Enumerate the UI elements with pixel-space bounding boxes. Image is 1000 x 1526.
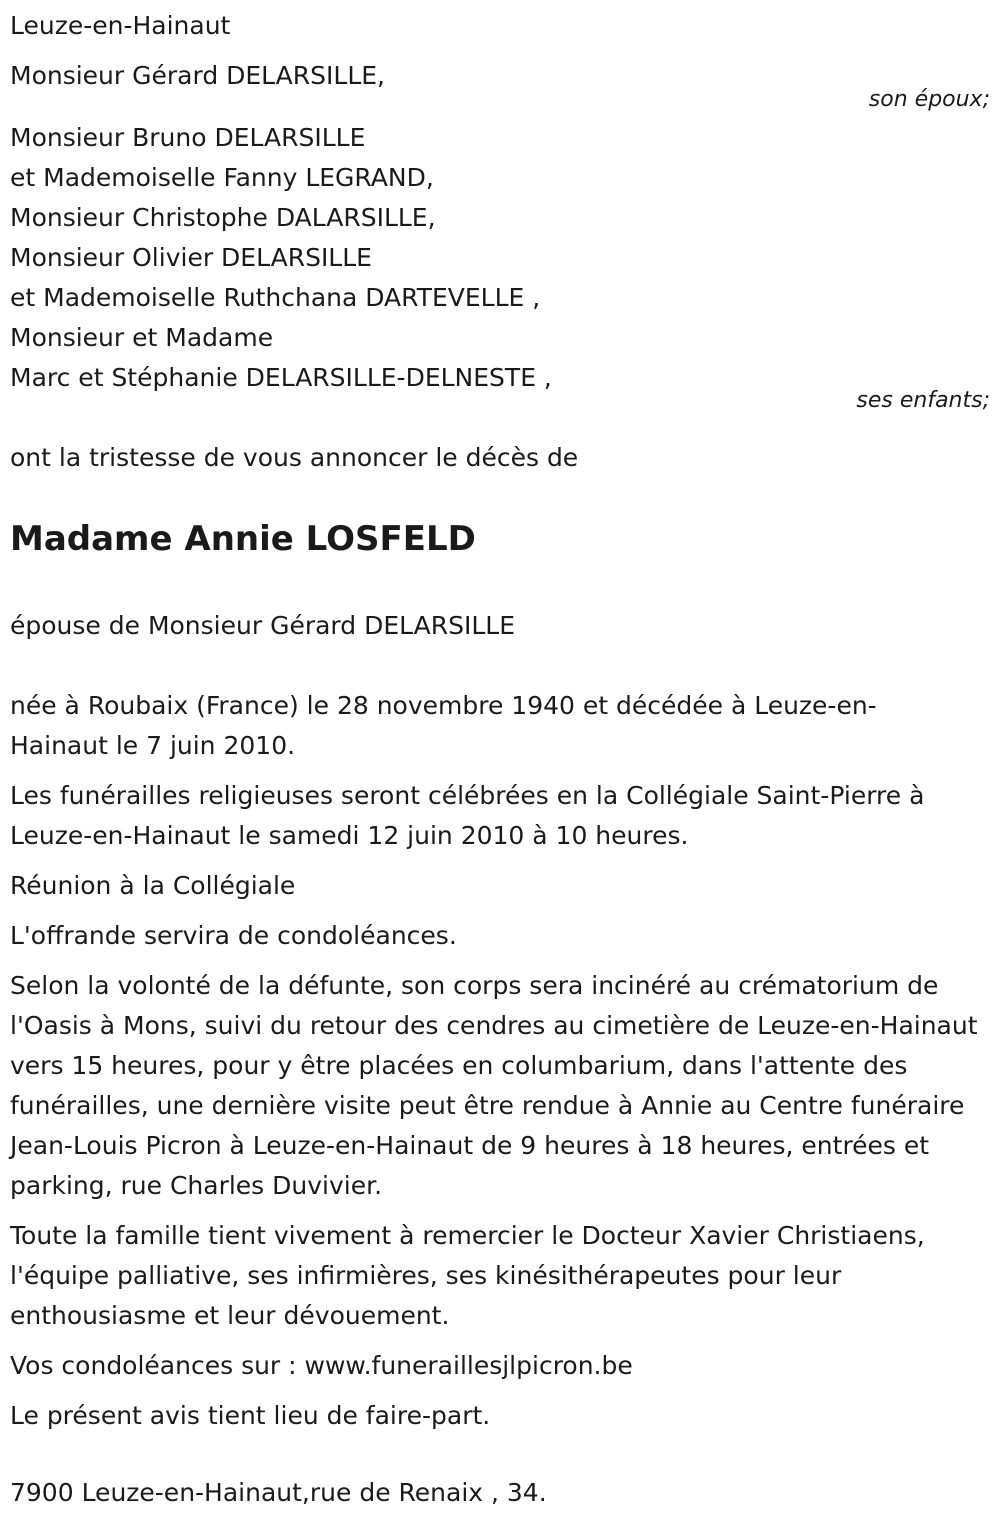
notice-paragraph: Le présent avis tient lieu de faire-part. (10, 1401, 491, 1430)
thanks-paragraph: Toute la famille tient vivement à remercier le Docteur Xavier Christiaens, l'équipe palliative, ses infirmières, ses kinésithérapeutes pour leur enthousiasme et leur dévouement. (10, 1221, 925, 1330)
child-line: Monsieur Olivier DELARSILLE (10, 243, 372, 272)
children-list (10, 118, 552, 398)
details-section (10, 686, 990, 1436)
children-role: ses enfants; (856, 388, 990, 413)
deceased-name: Madame Annie LOSFELD (10, 519, 476, 559)
condolences-paragraph: Vos condoléances sur : www.funeraillesjlpicron.be (10, 1351, 633, 1380)
birth-death-paragraph: née à Roubaix (France) le 28 novembre 1940 et décédée à Leuze-en-Hainaut le 7 juin 2010. (10, 691, 877, 760)
spouse-role: son époux; (868, 87, 990, 112)
location-header: Leuze-en-Hainaut (10, 11, 231, 40)
child-line: Marc et Stéphanie DELARSILLE-DELNESTE , (10, 363, 552, 392)
child-line: et Mademoiselle Fanny LEGRAND, (10, 163, 434, 192)
meeting-paragraph: Réunion à la Collégiale (10, 871, 296, 900)
spouse-of-text: épouse de Monsieur Gérard DELARSILLE (10, 611, 515, 640)
child-line: Monsieur Christophe DALARSILLE, (10, 203, 436, 232)
address-line: 7900 Leuze-en-Hainaut,rue de Renaix , 34. (10, 1478, 547, 1507)
child-line: Monsieur Bruno DELARSILLE (10, 123, 366, 152)
cremation-paragraph: Selon la volonté de la défunte, son corps sera incinéré au crématorium de l'Oasis à Mons, suivi du retour des cendres au cimetière de Leuze-en-Hainaut vers 15 heures, pour y être placées en columbarium, dans l'attente des funérailles, une dernière visite peut être rendue à Annie au Centre funéraire Jean-Louis Picron à Leuze-en-Hainaut de 9 heures à 18 heures, entrées et parking, rue Charles Duvivier. (10, 971, 978, 1200)
announcement-text: ont la tristesse de vous annoncer le décès de (10, 443, 579, 472)
child-line: Monsieur et Madame (10, 323, 274, 352)
child-line: et Mademoiselle Ruthchana DARTEVELLE , (10, 283, 541, 312)
funeral-paragraph: Les funérailles religieuses seront célébrées en la Collégiale Saint-Pierre à Leuze-en-Hainaut le samedi 12 juin 2010 à 10 heures. (10, 781, 925, 850)
spouse-name: Monsieur Gérard DELARSILLE, (10, 61, 385, 90)
offering-paragraph: L'offrande servira de condoléances. (10, 921, 457, 950)
